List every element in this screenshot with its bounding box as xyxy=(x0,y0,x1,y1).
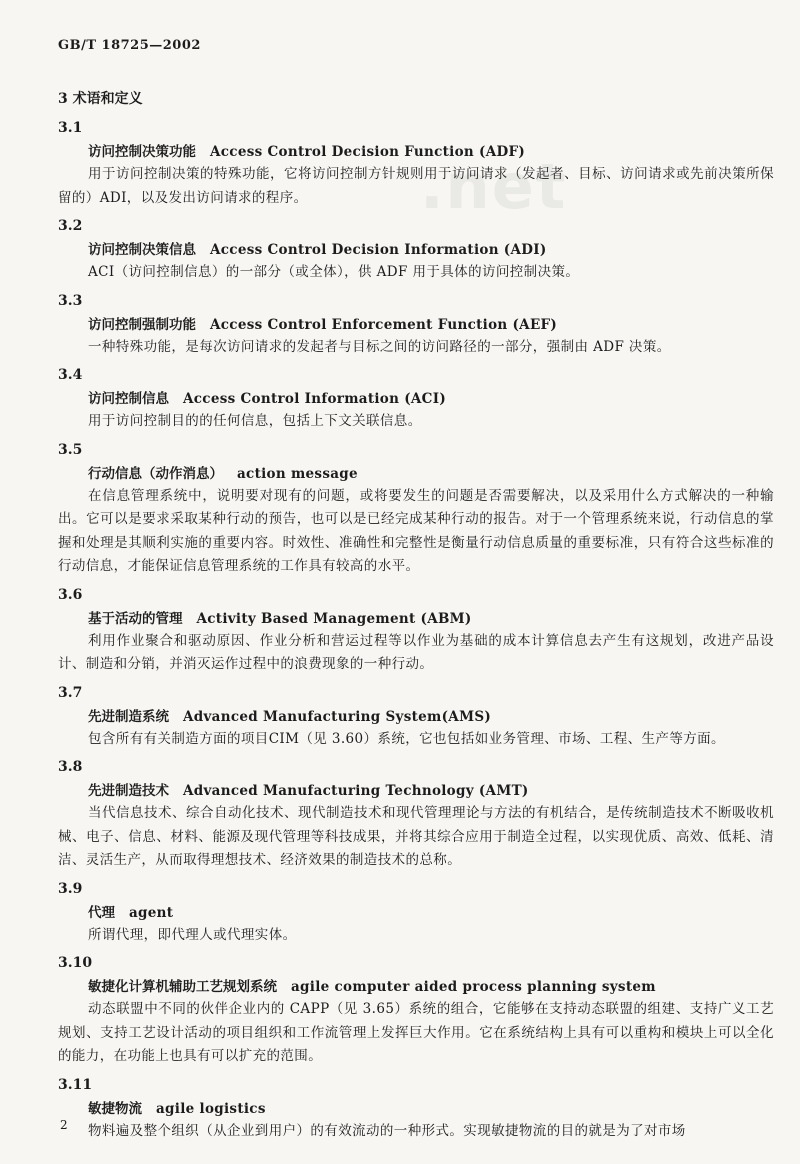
term-english: Access Control Enforcement Function (AEF) xyxy=(210,316,558,333)
term-entry xyxy=(58,288,774,360)
term-heading xyxy=(58,706,774,728)
term-definition: ACI（访问控制信息）的一部分（或全体），供 ADF 用于具体的访问控制决策。 xyxy=(88,264,580,280)
term-entry xyxy=(58,876,774,948)
term-chinese: 敏捷物流 xyxy=(88,1100,142,1117)
term-english: Advanced Manufacturing Technology (AMT) xyxy=(183,783,529,799)
term-chinese: 先进制造技术 xyxy=(88,783,169,799)
term-entry xyxy=(58,437,774,579)
term-heading xyxy=(58,388,774,410)
term-number: 3.9 xyxy=(58,880,83,897)
term-english: Access Control Decision Information (ADI) xyxy=(210,242,547,258)
term-number: 3.8 xyxy=(58,759,83,775)
term-heading xyxy=(58,1098,774,1120)
term-heading xyxy=(58,780,774,802)
term-chinese: 先进制造系统 xyxy=(88,708,169,725)
term-entry xyxy=(58,115,774,210)
term-entry xyxy=(58,680,774,752)
term-heading xyxy=(58,239,774,261)
term-heading xyxy=(58,608,774,630)
term-number: 3.10 xyxy=(58,955,93,971)
term-number: 3.3 xyxy=(58,292,83,309)
term-entry xyxy=(58,754,774,873)
term-chinese: 基于活动的管理 xyxy=(88,610,183,627)
term-english: action message xyxy=(237,465,358,482)
term-definition: 一种特殊功能，是每次访问请求的发起者与目标之间的访问路径的一部分，强制由 ADF 决策。 xyxy=(88,338,671,355)
term-entry xyxy=(58,582,774,677)
term-definition: 用于访问控制目的的任何信息，包括上下文关联信息。 xyxy=(88,413,422,429)
term-definition: 包含所有有关制造方面的项目CIM（见 3.60）系统，它也包括如业务管理、市场、工程、生产等方面。 xyxy=(88,730,725,747)
term-english: agent xyxy=(129,904,174,921)
term-heading xyxy=(58,902,774,924)
term-number: 3.1 xyxy=(58,120,83,136)
term-number: 3.5 xyxy=(58,441,83,458)
term-definition: 用于访问控制决策的特殊功能，它将访问控制方针规则用于访问请求（发起者、目标、访问请求或先前决策所保留的）ADI，以及发出访问请求的程序。 xyxy=(58,166,774,206)
term-number: 3.7 xyxy=(58,684,83,701)
term-number: 3.2 xyxy=(58,218,83,234)
term-chinese: 行动信息（动作消息） xyxy=(88,465,223,482)
term-definition: 所谓代理，即代理人或代理实体。 xyxy=(88,926,297,943)
term-entry xyxy=(58,213,774,285)
term-heading xyxy=(58,141,774,163)
terms-list xyxy=(58,112,774,1143)
term-heading xyxy=(58,463,774,485)
term-english: Advanced Manufacturing System(AMS) xyxy=(183,708,492,725)
term-number: 3.11 xyxy=(58,1076,93,1093)
term-english: agile computer aided process planning system xyxy=(291,979,656,995)
page-number: 2 xyxy=(60,1118,68,1132)
term-chinese: 访问控制强制功能 xyxy=(88,316,196,333)
section-title: 3 术语和定义 xyxy=(58,91,143,107)
term-number: 3.6 xyxy=(58,586,83,603)
watermark: .net xyxy=(420,150,568,223)
term-chinese: 访问控制决策功能 xyxy=(88,144,196,160)
term-entry xyxy=(58,950,774,1069)
term-entry xyxy=(58,1072,774,1144)
term-entry xyxy=(58,362,774,434)
term-definition: 在信息管理系统中，说明要对现有的问题，或将要发生的问题是否需要解决，以及采用什么方式解决的一种输出。它可以是要求采取某种行动的预告，也可以是已经完成某种行动的报告。对于一个管理系统来说，行动信息的掌握和处理是其顺利实施的重要内容。时效性、准确性和完整性是衡量行动信息质量的重要标准，只有符合这些标准的行动信息，才能保证信息管理系统的工作具有较高的水平。 xyxy=(58,487,774,574)
term-english: Activity Based Management (ABM) xyxy=(196,610,472,627)
term-definition: 当代信息技术、综合自动化技术、现代制造技术和现代管理理论与方法的有机结合，是传统制造技术不断吸收机械、电子、信息、材料、能源及现代管理等科技成果，并将其综合应用于制造全过程，以实现优质、高效、低耗、清洁、灵活生产，从而取得理想技术、经济效果的制造技术的总称。 xyxy=(58,805,774,868)
term-english: agile logistics xyxy=(156,1100,266,1117)
term-number: 3.4 xyxy=(58,367,83,383)
standard-number-header: GB/T 18725—2002 xyxy=(58,38,201,53)
term-definition: 动态联盟中不同的伙伴企业内的 CAPP（见 3.65）系统的组合，它能够在支持动态联盟的组建、支持广义工艺规划、支持工艺设计活动的项目组织和工作流管理上发挥巨大作用。它在系统结构上具有可以重构和模块上可以全化的能力，在功能上也具有可以扩充的范围。 xyxy=(58,1001,774,1064)
term-chinese: 访问控制信息 xyxy=(88,391,169,407)
term-heading xyxy=(58,976,774,998)
term-chinese: 敏捷化计算机辅助工艺规划系统 xyxy=(88,979,277,995)
term-definition: 物料遍及整个组织（从企业到用户）的有效流动的一种形式。实现敏捷物流的目的就是为了对市场 xyxy=(88,1122,686,1139)
term-english: Access Control Information (ACI) xyxy=(183,391,447,407)
term-chinese: 代理 xyxy=(88,904,115,921)
term-chinese: 访问控制决策信息 xyxy=(88,242,196,258)
term-english: Access Control Decision Function (ADF) xyxy=(210,144,526,160)
term-heading xyxy=(58,314,774,336)
term-definition: 利用作业聚合和驱动原因、作业分析和营运过程等以作业为基础的成本计算信息去产生有这规划，改进产品设计、制造和分销，并消灭运作过程中的浪费现象的一种行动。 xyxy=(58,632,774,672)
